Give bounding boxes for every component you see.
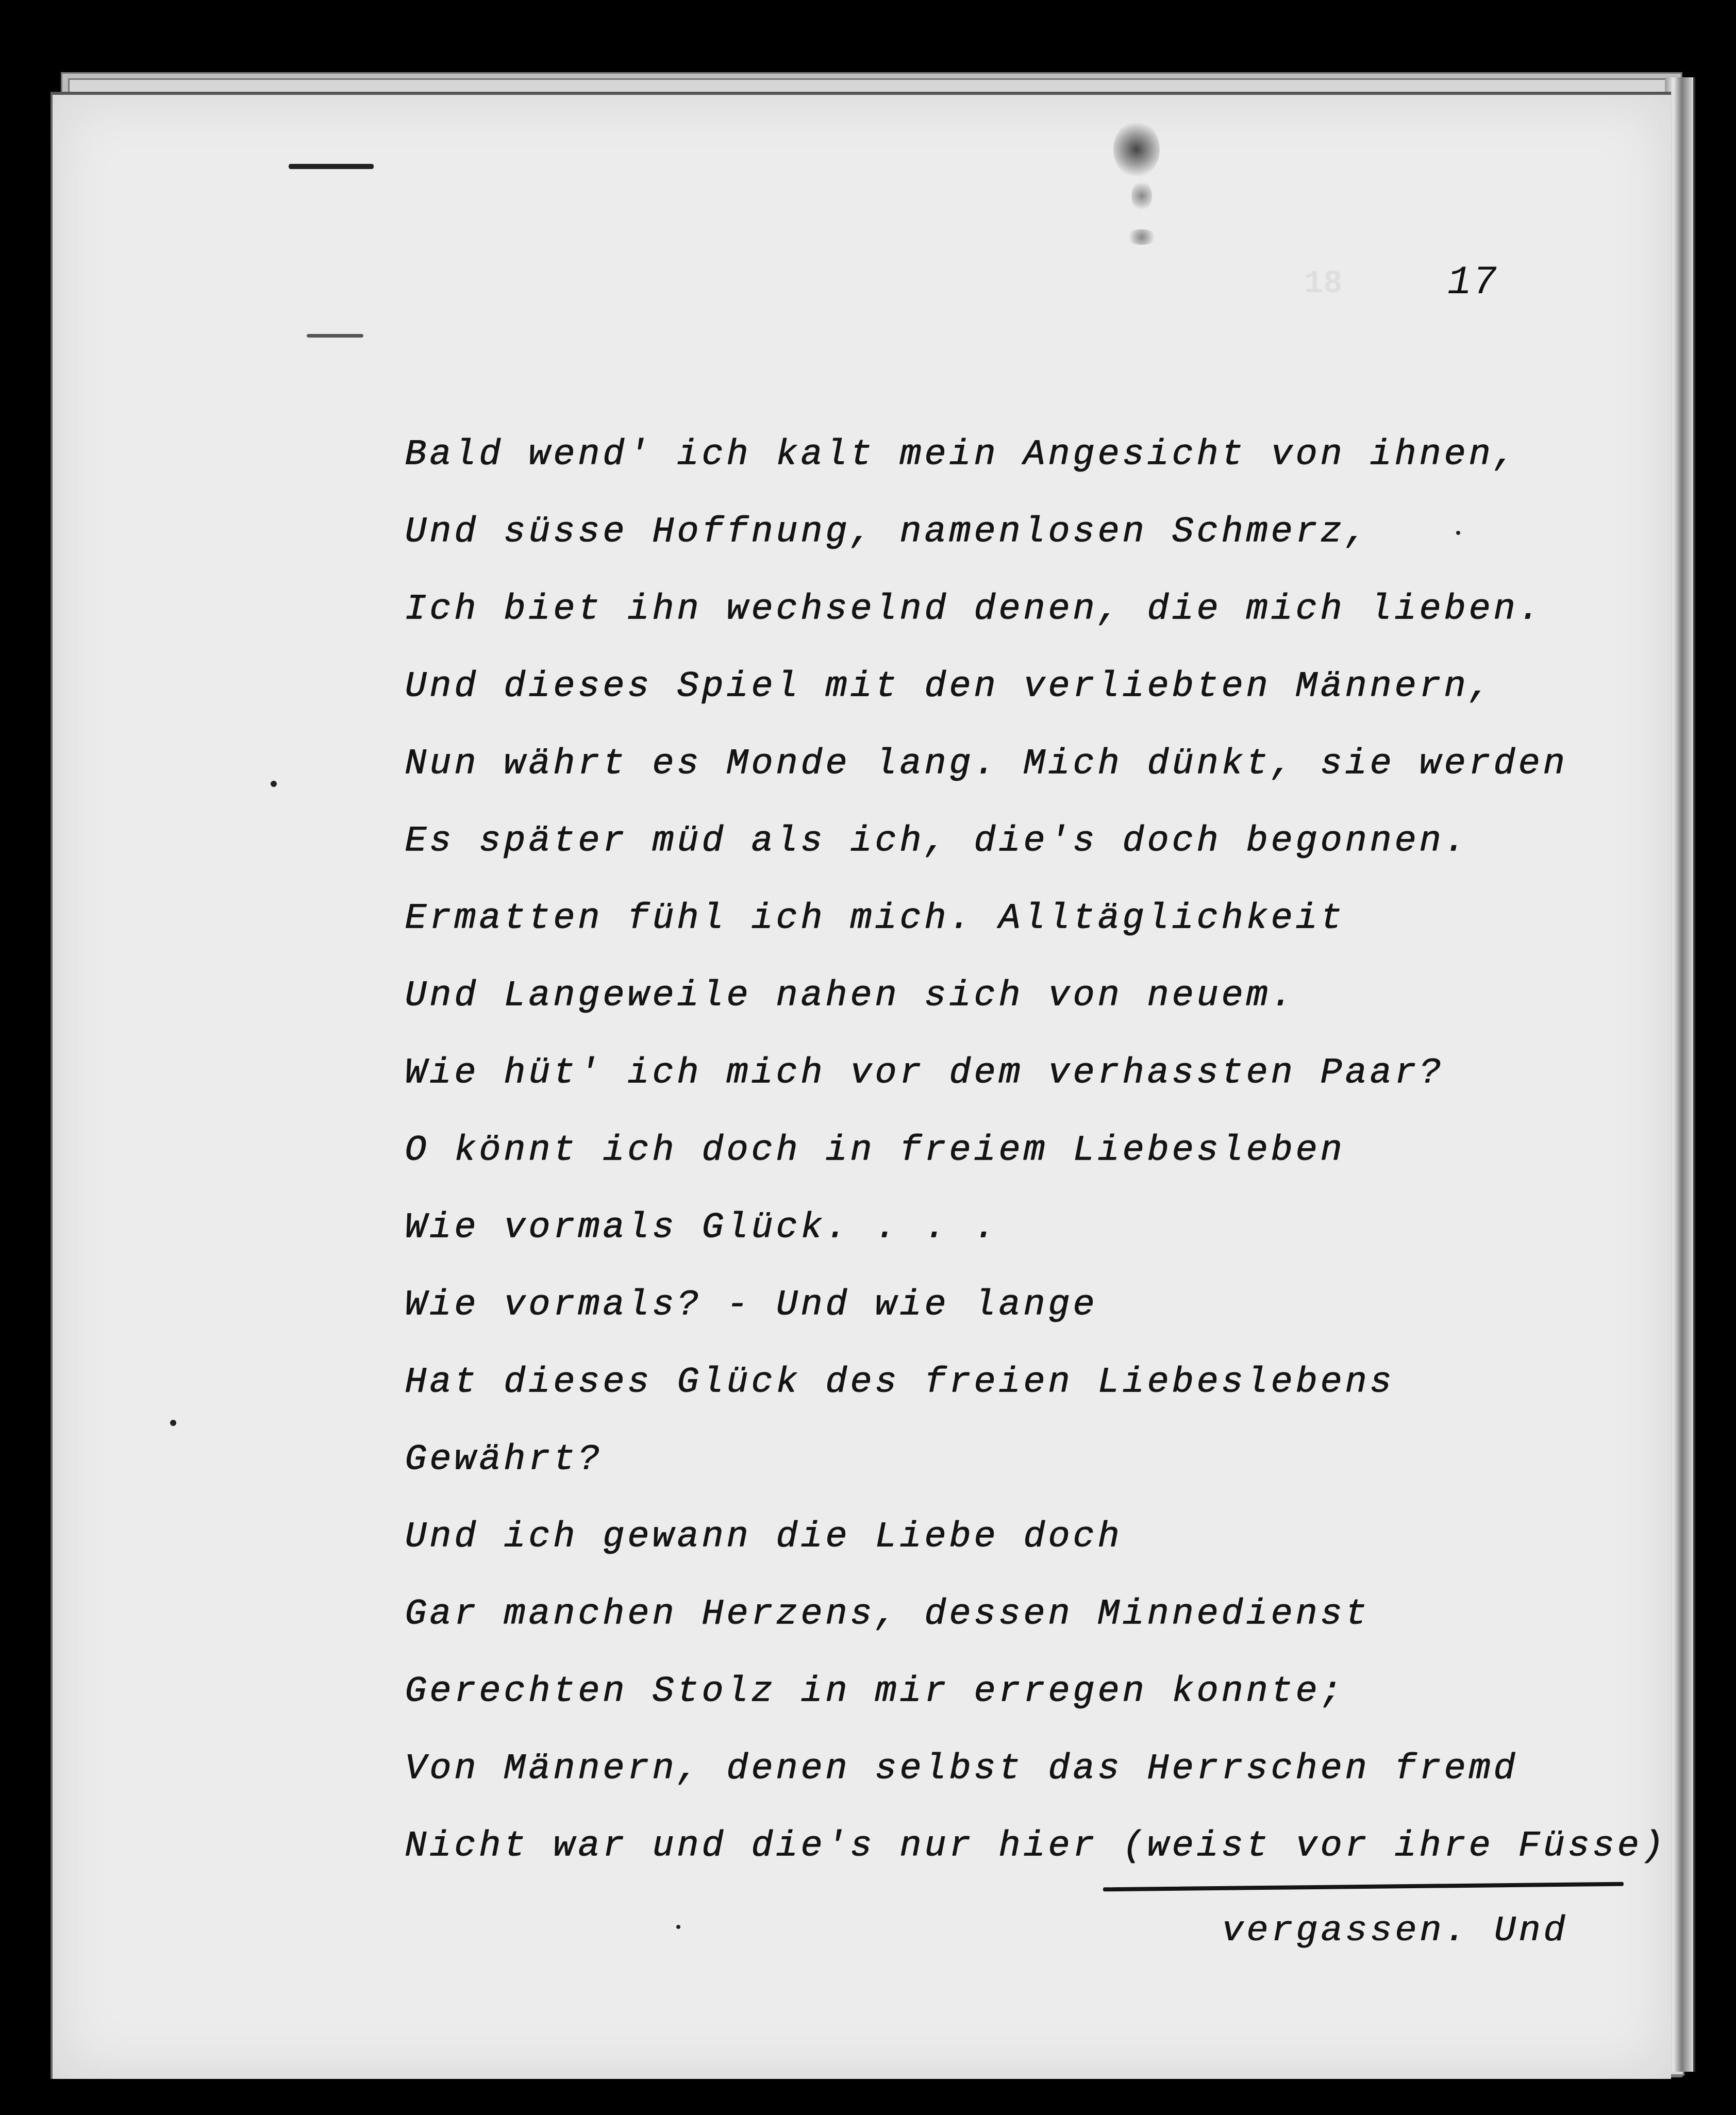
text-line: Ermatten fühl ich mich. Alltäglichkeit — [405, 898, 1345, 939]
text-line: Hat dieses Glück des freien Liebeslebens — [405, 1362, 1395, 1403]
ink-smudge — [1126, 229, 1157, 245]
text-line: Es später müd als ich, die's doch begonnen. — [405, 821, 1469, 862]
continuation-line: vergassen. Und — [1222, 1911, 1568, 1952]
ink-speck — [1456, 531, 1460, 535]
bleed-through-number: 18 — [1304, 265, 1343, 302]
text-line: Wie vormals Glück. . . . — [405, 1207, 999, 1248]
ink-mark — [307, 334, 363, 338]
ink-smudge — [1131, 180, 1152, 211]
text-line: O könnt ich doch in freiem Liebesleben — [405, 1130, 1345, 1171]
ink-speck — [271, 781, 277, 787]
text-line: Gewährt? — [405, 1439, 603, 1480]
ink-speck — [170, 1420, 176, 1426]
text-line: Und süsse Hoffnung, namenlosen Schmerz, — [405, 512, 1370, 552]
text-line: Und ich gewann die Liebe doch — [405, 1517, 1123, 1557]
text-line: Gerechten Stolz in mir erregen konnte; — [405, 1671, 1345, 1712]
text-line: Gar manchen Herzens, dessen Minnedienst — [405, 1594, 1370, 1635]
page-number: 17 — [1447, 260, 1498, 306]
ink-mark — [289, 164, 374, 169]
text-line: Wie vormals? - Und wie lange — [405, 1285, 1098, 1325]
text-line: Nun währt es Monde lang. Mich dünkt, sie werden — [405, 744, 1568, 784]
text-line: Und Langeweile nahen sich von neuem. — [405, 976, 1296, 1016]
text-line: Nicht war und die's nur hier (weist vor ihre Füsse) — [405, 1826, 1667, 1867]
text-line: Bald wend' ich kalt mein Angesicht von ihnen, — [405, 434, 1518, 475]
text-line: Wie hüt' ich mich vor dem verhassten Paar? — [405, 1053, 1444, 1094]
ink-smudge — [1113, 121, 1160, 178]
text-body — [405, 416, 1666, 1885]
text-line: Von Männern, denen selbst das Herrschen fremd — [405, 1749, 1518, 1789]
text-line: Ich biet ihn wechselnd denen, die mich lieben. — [405, 589, 1543, 630]
text-line: Und dieses Spiel mit den verliebten Männern, — [405, 666, 1494, 707]
ink-speck — [676, 1925, 680, 1929]
